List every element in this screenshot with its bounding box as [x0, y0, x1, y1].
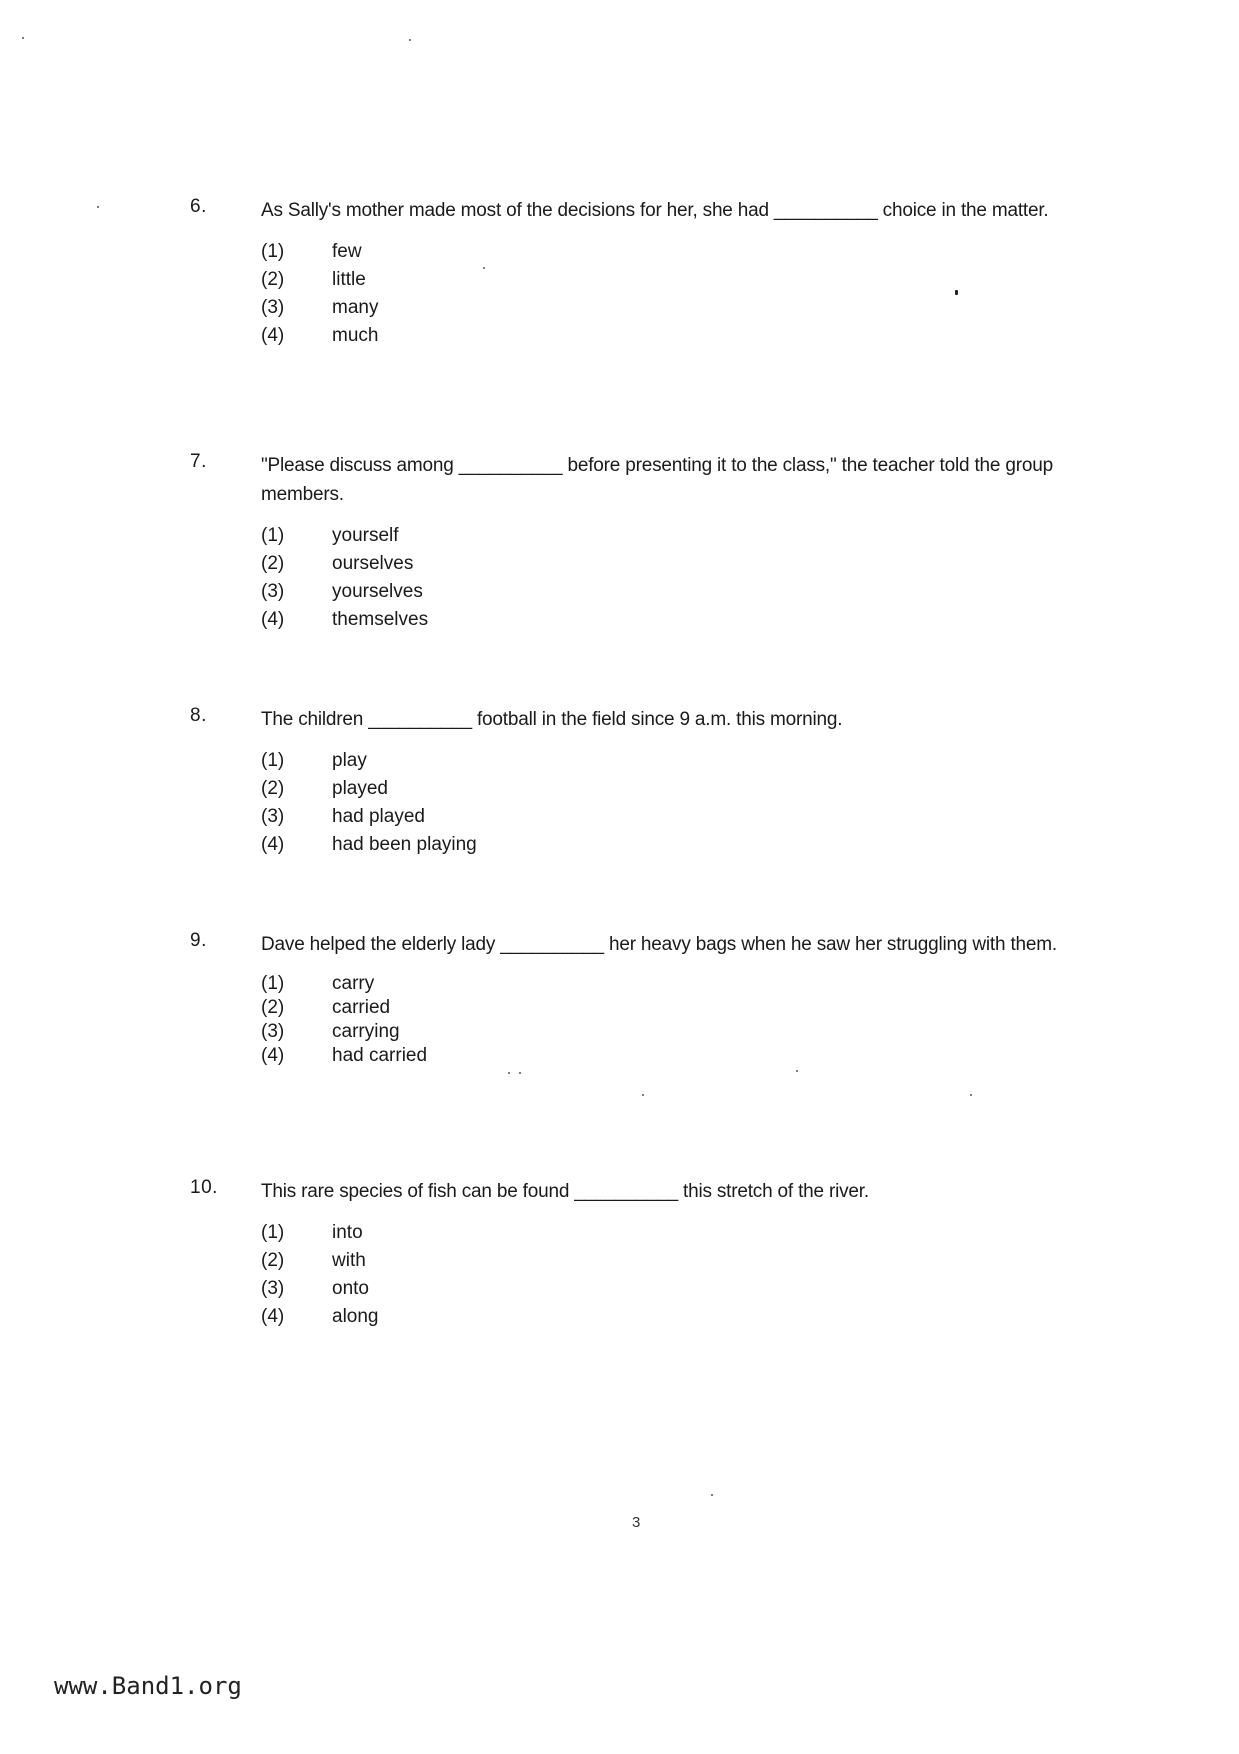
option-label: (3) — [261, 297, 285, 318]
option-text: few — [332, 241, 362, 262]
option-label: (2) — [261, 553, 285, 574]
option-text: themselves — [332, 609, 429, 630]
option-label: (4) — [261, 325, 285, 346]
option-text: ourselves — [332, 553, 414, 574]
option-label: (1) — [261, 750, 285, 771]
scan-speck — [483, 267, 485, 269]
option-item — [261, 522, 1080, 550]
question-text: The children __________ football in the field since 9 a.m. this morning. — [261, 709, 843, 730]
scan-speck — [711, 1494, 713, 1496]
question-number: 8. — [190, 705, 207, 726]
option-item — [261, 550, 1080, 578]
scan-speck — [97, 206, 99, 208]
option-text: yourself — [332, 525, 399, 546]
option-item — [261, 803, 1080, 831]
option-item — [261, 1247, 1080, 1275]
question-7 — [190, 451, 1080, 634]
option-item — [261, 775, 1080, 803]
footer-url: www.Band1.org — [54, 1672, 242, 1700]
options-list — [261, 1219, 1080, 1331]
option-text: play — [332, 750, 367, 771]
option-text: yourselves — [332, 581, 423, 602]
option-item — [261, 1044, 1080, 1068]
question-10 — [190, 1177, 1080, 1331]
question-number: 6. — [190, 196, 207, 217]
option-label: (2) — [261, 1250, 285, 1271]
page-number: 3 — [632, 1514, 641, 1531]
option-item — [261, 996, 1080, 1020]
scan-speck — [796, 1070, 798, 1072]
question-number: 10. — [190, 1177, 218, 1198]
option-label: (1) — [261, 525, 285, 546]
option-text: carry — [332, 973, 375, 994]
option-text: played — [332, 778, 388, 799]
option-label: (2) — [261, 778, 285, 799]
option-label: (3) — [261, 806, 285, 827]
option-item — [261, 606, 1080, 634]
question-text: Dave helped the elderly lady __________ her heavy bags when he saw her struggling with them. — [261, 934, 1057, 955]
option-text: along — [332, 1306, 379, 1327]
option-text: into — [332, 1222, 363, 1243]
options-list — [261, 972, 1080, 1068]
option-item — [261, 322, 1080, 350]
scan-speck — [642, 1094, 644, 1096]
scan-speck — [970, 1094, 972, 1096]
option-item — [261, 1303, 1080, 1331]
option-label: (3) — [261, 581, 285, 602]
scan-speck — [519, 1072, 521, 1074]
option-item — [261, 747, 1080, 775]
question-6 — [190, 196, 1080, 350]
option-item — [261, 831, 1080, 859]
options-list — [261, 747, 1080, 859]
option-text: many — [332, 297, 379, 318]
option-text: much — [332, 325, 379, 346]
option-item — [261, 1219, 1080, 1247]
scan-speck — [955, 290, 958, 295]
option-item — [261, 238, 1080, 266]
question-9 — [190, 930, 1080, 1068]
scan-speck — [409, 39, 411, 41]
question-number: 9. — [190, 930, 207, 951]
option-item — [261, 578, 1080, 606]
question-text: As Sally's mother made most of the decisions for her, she had __________ choice in the matter. — [261, 200, 1049, 221]
option-item — [261, 1020, 1080, 1044]
scan-speck — [22, 37, 24, 39]
question-text: "Please discuss among __________ before presenting it to the class," the teacher told the group members. — [261, 455, 1053, 505]
option-text: carrying — [332, 1021, 400, 1042]
option-label: (3) — [261, 1021, 285, 1042]
option-text: onto — [332, 1278, 369, 1299]
option-label: (1) — [261, 973, 285, 994]
option-item — [261, 1275, 1080, 1303]
question-number: 7. — [190, 451, 207, 472]
question-8 — [190, 705, 1080, 859]
option-label: (3) — [261, 1278, 285, 1299]
option-label: (2) — [261, 269, 285, 290]
option-item — [261, 294, 1080, 322]
option-text: had played — [332, 806, 425, 827]
option-text: with — [332, 1250, 366, 1271]
question-text: This rare species of fish can be found __________ this stretch of the river. — [261, 1181, 869, 1202]
option-text: little — [332, 269, 366, 290]
option-label: (4) — [261, 1306, 285, 1327]
option-label: (1) — [261, 241, 285, 262]
option-label: (2) — [261, 997, 285, 1018]
option-item — [261, 972, 1080, 996]
option-text: carried — [332, 997, 391, 1018]
option-label: (4) — [261, 834, 285, 855]
option-text: had carried — [332, 1045, 428, 1066]
option-label: (1) — [261, 1222, 285, 1243]
option-label: (4) — [261, 1045, 285, 1066]
options-list — [261, 522, 1080, 634]
option-label: (4) — [261, 609, 285, 630]
option-text: had been playing — [332, 834, 477, 855]
scan-speck — [508, 1072, 510, 1074]
